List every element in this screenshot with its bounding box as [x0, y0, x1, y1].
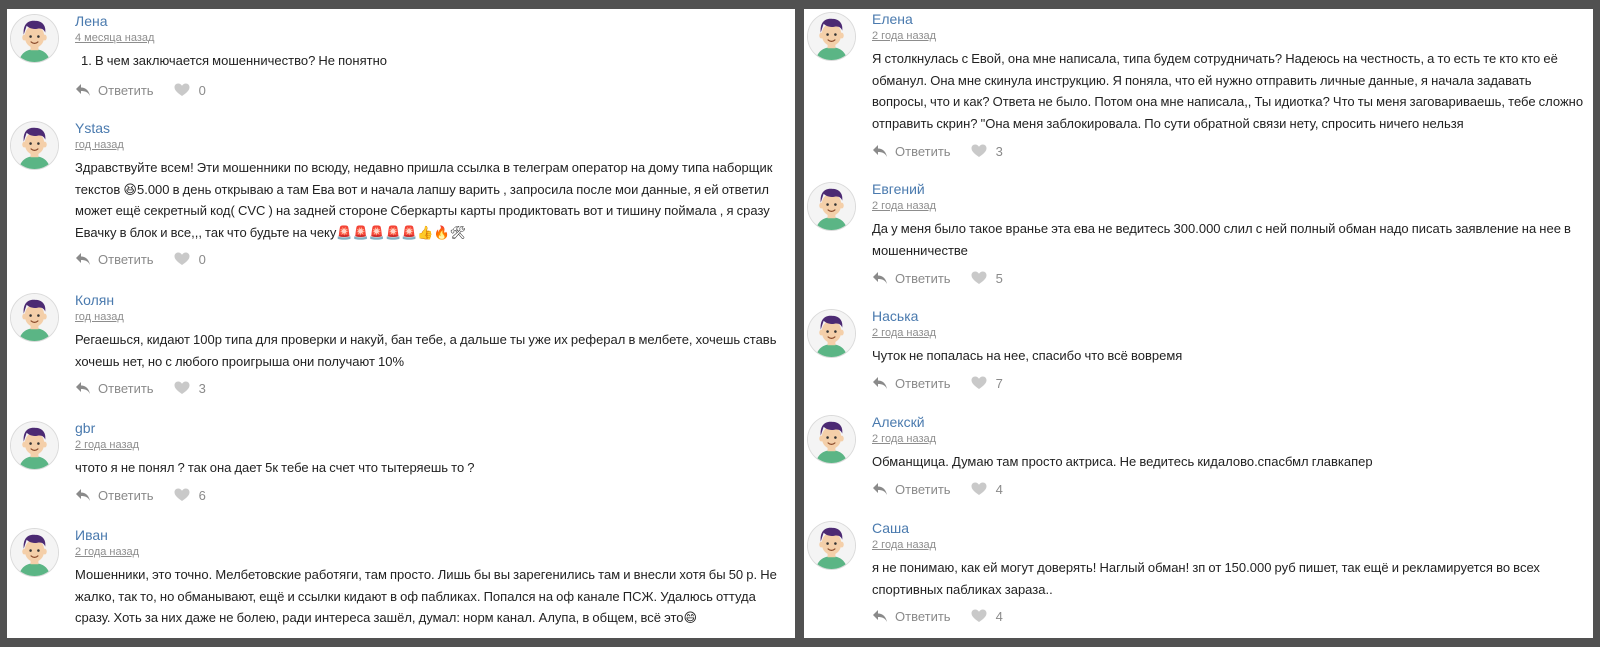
comment-text: Здравствуйте всем! Эти мошенники по всюду, недавно пришла ссылка в телеграм оператор на дому типа наборщик текстов 😆5.000 в день открываю а там Ева вот и начала лапшу варить , запросила после мои данные, я ей ответил может ещё секретный код( CVC ) на задней стороне Сберкарты карты продиктовать вот и тишину поймала , я сразу Евачку в блок и все,,, так что будьте на чеку🚨🚨🚨🚨🚨👍🔥🛠 [75, 160, 773, 240]
reply-arrow-icon [872, 376, 895, 390]
like-button[interactable] [174, 83, 206, 98]
comment-actions [872, 373, 1003, 393]
comment-author[interactable]: Лена [75, 13, 108, 29]
reply-button[interactable] [75, 488, 154, 503]
reply-arrow-icon [75, 83, 98, 97]
reply-label: Ответить [895, 608, 951, 624]
reply-label: Ответить [895, 270, 951, 286]
like-count: 4 [995, 481, 1003, 497]
like-count: 3 [198, 380, 206, 396]
like-count: 7 [995, 375, 1003, 391]
user-avatar-icon [808, 310, 855, 357]
reply-button[interactable] [872, 144, 951, 159]
like-button[interactable] [174, 488, 206, 503]
comments-panel-left [7, 9, 795, 638]
heart-icon [174, 83, 199, 97]
comment-date[interactable]: год назад [75, 311, 124, 323]
comment-date[interactable]: 2 года назад [872, 433, 937, 445]
like-button[interactable] [971, 609, 1003, 624]
heart-icon [971, 376, 996, 390]
heart-icon [174, 252, 199, 266]
comment-author[interactable]: Алекскй [872, 414, 925, 430]
comment-date[interactable]: год назад [75, 139, 124, 151]
reply-button[interactable] [75, 83, 154, 98]
reply-button[interactable] [872, 271, 951, 286]
comment-actions [75, 249, 206, 269]
like-count: 5 [995, 270, 1003, 286]
comment-author[interactable]: gbr [75, 420, 96, 436]
comment-actions [75, 378, 206, 398]
reply-button[interactable] [75, 381, 154, 396]
reply-arrow-icon [872, 144, 895, 158]
comment-author[interactable]: Ystas [75, 120, 111, 136]
comment-date[interactable]: 4 месяца назад [75, 32, 155, 44]
user-avatar-icon [11, 529, 58, 576]
comment-actions [872, 268, 1003, 288]
like-button[interactable] [971, 482, 1003, 497]
heart-icon [174, 381, 199, 395]
heart-icon [971, 609, 996, 623]
reply-arrow-icon [872, 609, 895, 623]
comment-text: Обманщица. Думаю там просто актриса. Не ведитесь кидалово.спасбмл главкапер [872, 454, 1373, 469]
reply-arrow-icon [75, 381, 98, 395]
user-avatar-icon [808, 522, 855, 569]
reply-label: Ответить [895, 481, 951, 497]
comment-date[interactable]: 2 года назад [75, 439, 140, 451]
comment-date[interactable]: 2 года назад [872, 327, 937, 339]
user-avatar-icon [808, 183, 855, 230]
comment-text [75, 50, 789, 72]
reply-arrow-icon [872, 271, 895, 285]
user-avatar-icon [808, 416, 855, 463]
reply-label: Ответить [98, 82, 154, 98]
reply-arrow-icon [75, 488, 98, 502]
comment-date[interactable]: 2 года назад [872, 30, 937, 42]
reply-button[interactable] [75, 252, 154, 267]
comment-date[interactable]: 2 года назад [872, 200, 937, 212]
like-button[interactable] [174, 381, 206, 396]
comment-list-item: 1. В чем заключается мошенничество? Не понятно [95, 50, 789, 72]
comment-author[interactable]: Елена [872, 11, 913, 27]
comment-actions [872, 479, 1003, 499]
reply-label: Ответить [895, 375, 951, 391]
comment-actions [75, 485, 206, 505]
reply-label: Ответить [98, 487, 154, 503]
comment-author[interactable]: Саша [872, 520, 910, 536]
comments-panel-right [804, 9, 1593, 638]
like-count: 3 [995, 143, 1003, 159]
like-count: 0 [198, 82, 206, 98]
comment-date[interactable]: 2 года назад [872, 539, 937, 551]
comment-author[interactable]: Колян [75, 292, 115, 308]
like-count: 4 [995, 608, 1003, 624]
like-button[interactable] [174, 252, 206, 267]
user-avatar-icon [11, 422, 58, 469]
comment-text: Да у меня было такое вранье эта ева не ведитесь 300.000 слил с ней полный обман надо писать заявление на нее в мошенничестве [872, 221, 1571, 258]
reply-arrow-icon [75, 252, 98, 266]
like-button[interactable] [971, 271, 1003, 286]
comment-actions [872, 606, 1003, 626]
comment-author[interactable]: Наська [872, 308, 919, 324]
comment-text: чтото я не понял ? так она дает 5к тебе на счет что тытеряешь то ? [75, 460, 475, 475]
reply-button[interactable] [872, 376, 951, 391]
comment-author[interactable]: Евгений [872, 181, 925, 197]
like-count: 0 [198, 251, 206, 267]
heart-icon [971, 482, 996, 496]
reply-label: Ответить [98, 251, 154, 267]
reply-label: Ответить [98, 380, 154, 396]
comment-date[interactable]: 2 года назад [75, 546, 140, 558]
user-avatar-icon [11, 15, 58, 62]
reply-button[interactable] [872, 609, 951, 624]
heart-icon [971, 144, 996, 158]
heart-icon [971, 271, 996, 285]
user-avatar-icon [11, 294, 58, 341]
reply-arrow-icon [872, 482, 895, 496]
like-count: 6 [198, 487, 206, 503]
comment-text: Я столкнулась с Евой, она мне написала, типа будем сотрудничать? Надеюсь на честность, а то есть те кто кто её обманул. Она мне скинула инструкцию. Я поняла, что ей нужно отправить личные данные, я начала задавать вопросы, что и как? Ответа не было. Потом она мне написала,, Ты идиотка? Что ты меня заговариваешь, тебе сложно отправить скрин? "Она меня заблокировала. По сути обратной связи нету, спросить ничего нельзя [872, 51, 1584, 131]
user-avatar-icon [808, 13, 855, 60]
comment-text: Регаешься, кидают 100р типа для проверки и накуй, бан тебе, а дальше ты уже их реферал в мелбете, хочешь ставь хочешь нет, но с любого проигрыша они получают 10% [75, 332, 777, 369]
comment-text: Чуток не попалась на нее, спасибо что всё вовремя [872, 348, 1183, 363]
user-avatar-icon [11, 122, 58, 169]
comment-actions [872, 141, 1003, 161]
comment-actions [75, 80, 206, 100]
heart-icon [174, 488, 199, 502]
comment-author[interactable]: Иван [75, 527, 108, 543]
like-button[interactable] [971, 144, 1003, 159]
comment-text: я не понимаю, как ей могут доверять! Наглый обман! зп от 150.000 руб пишет, так ещё и рекламируется во всех спортивных пабликах зараза.. [872, 560, 1540, 597]
reply-button[interactable] [872, 482, 951, 497]
like-button[interactable] [971, 376, 1003, 391]
reply-label: Ответить [895, 143, 951, 159]
comment-text: Мошенники, это точно. Мелбетовские работяги, там просто. Лишь бы вы зарегенились там и внесли хотя бы 50 р. Не жалко, так то, но обманывают, ещё и ссылки кидают в оф пабликах. Попался на оф канале ПСЖ. Удалюсь оттуда сразу. Хоть за них даже не болею, ради интереса зашёл, думал: норм канал. Алупа, в общем, всё это😄 [75, 567, 777, 625]
